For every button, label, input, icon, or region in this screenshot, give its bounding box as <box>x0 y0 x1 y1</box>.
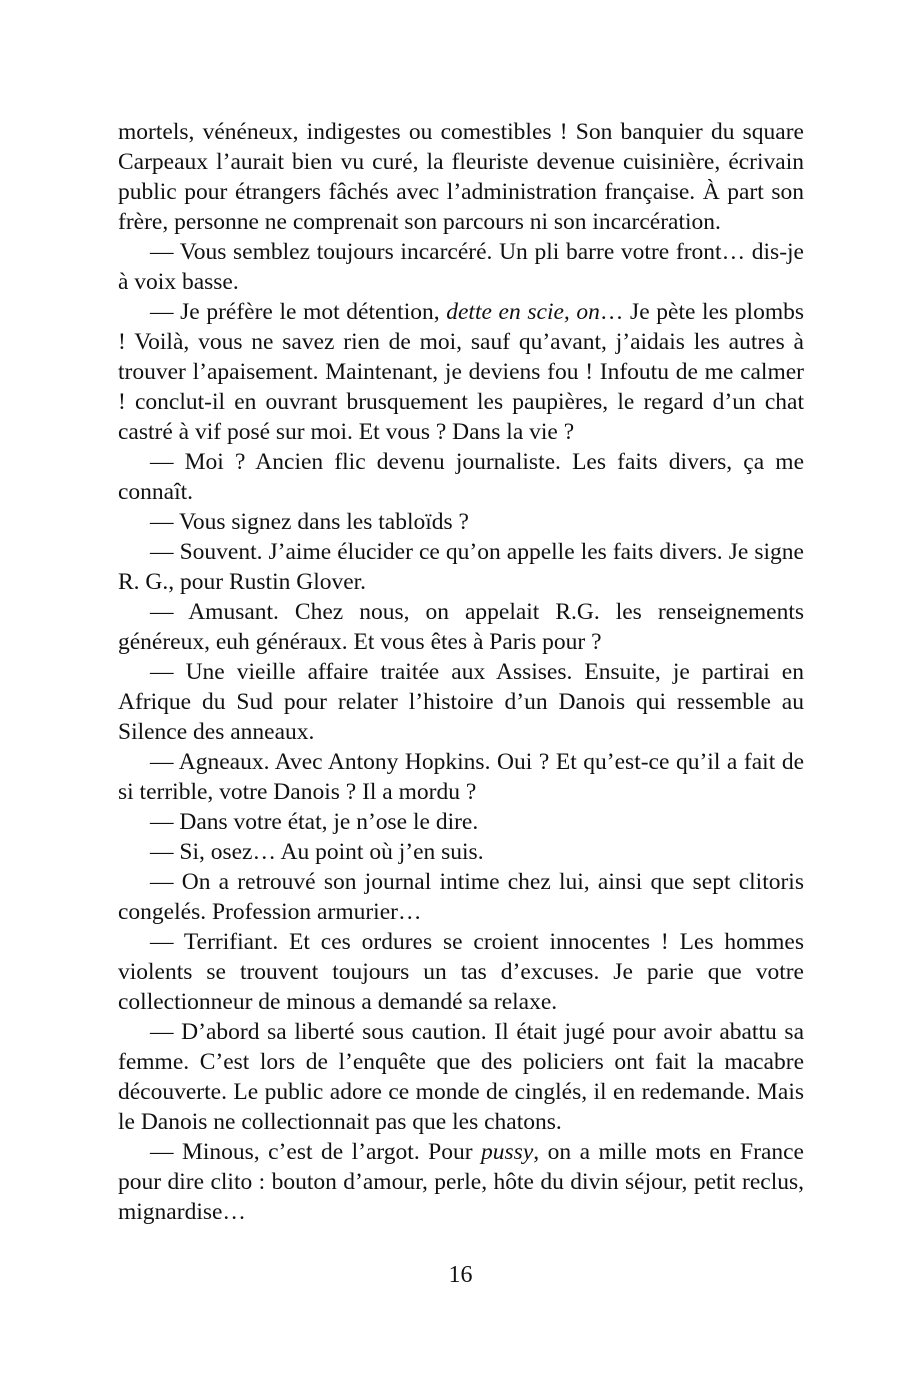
text-run: — Terrifiant. Et ces ordures se croient innocentes ! Les hommes violents se trouvent toujours un tas d’excuses. Je parie que votre collectionneur de minous a demandé sa relaxe. <box>118 929 804 1015</box>
dialogue-paragraph <box>118 597 804 657</box>
text-run: … Je pète les plombs ! Voilà, vous ne savez rien de moi, sauf qu’avant, j’aidais les autres à trouver l’apaisement. Maintenant, je deviens fou ! Infoutu de me calmer ! conclut-il en ouvrant brusquement les paupières, le regard d’un chat castré à vif posé sur moi. Et vous ? Dans la vie ? <box>118 299 804 445</box>
text-run: — Moi ? Ancien flic devenu journaliste. Les faits divers, ça me connaît. <box>118 449 804 505</box>
text-run: — Je préfère le mot détention, <box>150 299 447 325</box>
text-run: — Si, osez… Au point où j’en suis. <box>150 839 484 865</box>
text-run: — Agneaux. Avec Antony Hopkins. Oui ? Et qu’est-ce qu’il a fait de si terrible, votre Danois ? Il a mordu ? <box>118 749 804 805</box>
dialogue-paragraph <box>118 1137 804 1227</box>
page-number: 16 <box>448 1262 473 1288</box>
paragraph <box>118 117 804 237</box>
dialogue-paragraph <box>118 447 804 507</box>
dialogue-paragraph <box>118 297 804 447</box>
dialogue-paragraph <box>118 537 804 597</box>
italic-text: pussy <box>481 1139 534 1165</box>
dialogue-paragraph <box>118 747 804 807</box>
text-run: — On a retrouvé son journal intime chez lui, ainsi que sept clitoris congelés. Profession armurier… <box>118 869 804 925</box>
text-run: — Minous, c’est de l’argot. Pour <box>150 1139 482 1165</box>
text-run: — Dans votre état, je n’ose le dire. <box>150 809 479 835</box>
dialogue-paragraph <box>118 237 804 297</box>
dialogue-paragraph <box>118 507 804 537</box>
dialogue-paragraph <box>118 1017 804 1137</box>
page-body <box>118 117 804 1227</box>
dialogue-paragraph <box>118 927 804 1017</box>
text-run: — Vous semblez toujours incarcéré. Un pli barre votre front… dis-je à voix basse. <box>118 239 804 295</box>
text-run: , on a mille mots en France pour dire clito : bouton d’amour, perle, hôte du divin séjour, petit reclus, mignardise… <box>118 1139 804 1225</box>
text-run: — D’abord sa liberté sous caution. Il était jugé pour avoir abattu sa femme. C’est lors de l’enquête que des policiers ont fait la macabre découverte. Le public adore ce monde de cinglés, il en redemande. Mais le Danois ne collectionnait pas que les chatons. <box>118 1019 804 1135</box>
dialogue-paragraph <box>118 807 804 837</box>
dialogue-paragraph <box>118 657 804 747</box>
dialogue-paragraph <box>118 867 804 927</box>
italic-text: dette en scie, on <box>446 299 600 325</box>
text-run: mortels, vénéneux, indigestes ou comestibles ! Son banquier du square Carpeaux l’aurait bien vu curé, la fleuriste devenue cuisinière, écrivain public pour étrangers fâchés avec l’administration française. À part son frère, personne ne comprenait son parcours ni son incarcération. <box>118 119 804 235</box>
text-run: — Une vieille affaire traitée aux Assises. Ensuite, je partirai en Afrique du Sud pour relater l’histoire d’un Danois qui ressemble au Silence des anneaux. <box>118 659 804 745</box>
text-run: — Souvent. J’aime élucider ce qu’on appelle les faits divers. Je signe R. G., pour Rustin Glover. <box>118 539 804 595</box>
dialogue-paragraph <box>118 837 804 867</box>
text-run: — Vous signez dans les tabloïds ? <box>150 509 469 535</box>
text-run: — Amusant. Chez nous, on appelait R.G. les renseignements généreux, euh généraux. Et vous êtes à Paris pour ? <box>118 599 804 655</box>
